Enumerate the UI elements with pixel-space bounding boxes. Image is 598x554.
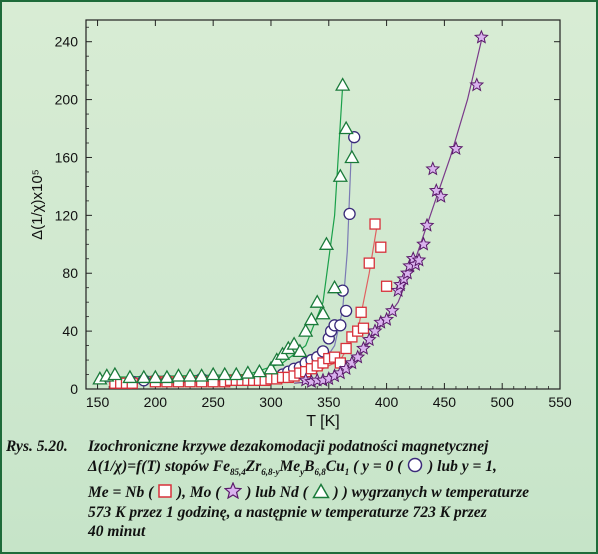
data-point-triangle <box>334 170 347 182</box>
y-tick-label: 0 <box>70 381 78 397</box>
caption-line-3: Me = Nb ( ), Mo ( ) lub Nd ( ) ) wygrzanych w temperaturze <box>88 484 530 502</box>
x-tick-label: 350 <box>317 394 341 410</box>
x-tick-label: 450 <box>432 394 457 410</box>
data-point-triangle <box>108 368 121 380</box>
caption-line-5: 40 minut <box>88 523 146 541</box>
data-point-square <box>382 281 392 291</box>
data-point-circle <box>341 305 352 316</box>
x-tick-label: 200 <box>143 394 168 410</box>
data-point-triangle <box>299 325 312 337</box>
figure-caption <box>6 437 592 542</box>
star-marker-icon <box>224 482 242 499</box>
y-axis-label: Δ(1/χ)x10⁵ <box>29 169 46 240</box>
data-point-square <box>341 343 351 353</box>
data-point-star <box>421 219 433 231</box>
series-curve <box>103 136 352 382</box>
caption-label: Rys. 5.20. <box>6 438 68 455</box>
data-point-triangle <box>340 122 353 134</box>
caption-line-2: Δ(1/χ)=f(T) stopów $Fe_{85,4}Zr_{6,8-y}Me_yB_{6,8}Cu_1$ ( y = 0 ( ) lub y = 1, <box>88 457 497 477</box>
y-tick-label: 40 <box>62 323 78 340</box>
triangle-marker-icon <box>312 483 330 499</box>
data-point-triangle <box>253 365 266 377</box>
square-marker-icon <box>157 483 173 499</box>
series-curve <box>294 36 482 383</box>
x-tick-label: 300 <box>259 394 283 410</box>
y-tick-label: 240 <box>54 33 78 50</box>
data-point-star <box>427 163 439 175</box>
data-point-square <box>358 323 368 333</box>
x-tick-label: 400 <box>374 394 399 410</box>
data-point-triangle <box>336 79 349 91</box>
data-point-square <box>356 307 366 317</box>
x-tick-label: 250 <box>201 394 225 410</box>
data-point-circle <box>344 208 355 219</box>
data-point-star <box>475 31 487 43</box>
data-point-square <box>370 219 380 229</box>
x-tick-label: 150 <box>85 394 110 410</box>
data-point-star <box>386 304 398 316</box>
data-point-square <box>364 258 374 268</box>
y-tick-label: 200 <box>54 91 78 108</box>
x-tick-label: 500 <box>490 394 514 410</box>
plot-area <box>86 20 560 389</box>
circle-marker-icon <box>406 457 424 473</box>
data-point-triangle <box>311 296 324 308</box>
y-tick-label: 120 <box>54 207 78 224</box>
x-tick-label: 550 <box>548 394 572 410</box>
data-point-circle <box>335 320 346 331</box>
caption-line-1: Rys. 5.20. Izochroniczne krzywe dezakomodacji podatności magnetycznej <box>6 438 489 455</box>
caption-line-4: 573 K przez 1 godzinę, a następnie w temperaturze 723 K przez <box>88 503 487 521</box>
x-axis-label: T [K] <box>306 413 340 430</box>
data-point-triangle <box>218 368 231 380</box>
y-tick-label: 160 <box>54 149 78 166</box>
data-point-square <box>376 242 386 252</box>
data-point-triangle <box>207 368 220 380</box>
y-tick-label: 80 <box>62 265 78 282</box>
data-point-triangle <box>345 151 358 163</box>
